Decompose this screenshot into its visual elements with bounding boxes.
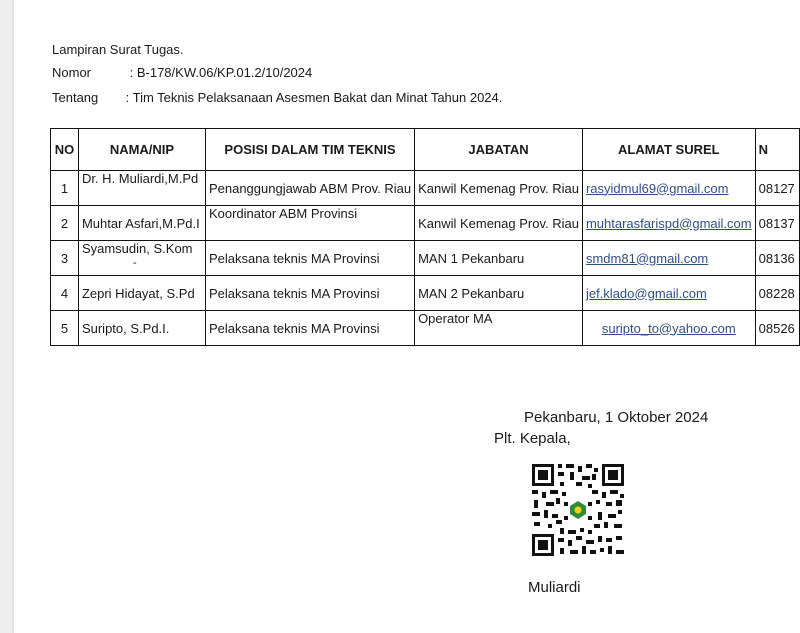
cell-jabatan: Operator MA bbox=[415, 311, 583, 346]
cell-phone: 08228 bbox=[755, 276, 799, 311]
email-link[interactable]: jef.klado@gmail.com bbox=[585, 285, 707, 301]
signatory-name: Muliardi bbox=[528, 579, 581, 596]
cell-surel[interactable] bbox=[582, 241, 755, 276]
cell-no: 3 bbox=[51, 241, 79, 276]
table-header-row bbox=[51, 129, 800, 171]
signature-place-date: Pekanbaru, 1 Oktober 2024 bbox=[524, 409, 709, 426]
cell-nama bbox=[78, 241, 205, 276]
table-row bbox=[51, 171, 800, 206]
cell-phone: 08137 bbox=[755, 206, 799, 241]
header-surel: ALAMAT SUREL bbox=[582, 129, 755, 171]
tentang-label: Tentang bbox=[52, 90, 99, 105]
nomor-label: Nomor bbox=[52, 65, 92, 80]
cell-jabatan: MAN 1 Pekanbaru bbox=[415, 241, 583, 276]
signature-position: Plt. Kepala, bbox=[494, 430, 571, 447]
cell-nama: Suripto, S.Pd.I. bbox=[78, 311, 205, 346]
tentang-line bbox=[52, 90, 502, 106]
header-no: NO bbox=[51, 129, 79, 171]
cell-no: 5 bbox=[51, 311, 79, 346]
cell-nama: Zepri Hidayat, S.Pd bbox=[78, 276, 205, 311]
header-nama: NAMA/NIP bbox=[78, 129, 205, 171]
cell-posisi: Pelaksana teknis MA Provinsi bbox=[205, 276, 414, 311]
attachment-title: Lampiran Surat Tugas. bbox=[52, 42, 184, 57]
cell-jabatan: Kanwil Kemenag Prov. Riau bbox=[415, 171, 583, 206]
email-link[interactable]: smdm81@gmail.com bbox=[585, 250, 709, 266]
nomor-value: : B-178/KW.06/KP.01.2/10/2024 bbox=[129, 65, 313, 80]
table-row bbox=[51, 206, 800, 241]
qr-code-image bbox=[530, 462, 626, 558]
cell-phone: 08526 bbox=[755, 311, 799, 346]
cell-no: 2 bbox=[51, 206, 79, 241]
header-posisi: POSISI DALAM TIM TEKNIS bbox=[205, 129, 414, 171]
cell-surel[interactable] bbox=[582, 311, 755, 346]
table-row bbox=[51, 311, 800, 346]
cell-posisi: Koordinator ABM Provinsi bbox=[205, 206, 414, 241]
cell-no: 4 bbox=[51, 276, 79, 311]
cell-posisi: Pelaksana teknis MA Provinsi bbox=[205, 241, 414, 276]
cell-jabatan: MAN 2 Pekanbaru bbox=[415, 276, 583, 311]
document-page bbox=[14, 0, 800, 633]
cell-phone: 08127 bbox=[755, 171, 799, 206]
cell-surel[interactable] bbox=[582, 171, 755, 206]
cell-nama: Muhtar Asfari,M.Pd.I bbox=[78, 206, 205, 241]
header-phone: N bbox=[755, 129, 799, 171]
nama-text: Syamsudin, S.Kom bbox=[81, 241, 193, 256]
cell-phone: 08136 bbox=[755, 241, 799, 276]
table-row bbox=[51, 276, 800, 311]
cell-posisi: Pelaksana teknis MA Provinsi bbox=[205, 311, 414, 346]
cell-posisi: Penanggungjawab ABM Prov. Riau bbox=[205, 171, 414, 206]
cell-no: 1 bbox=[51, 171, 79, 206]
email-link[interactable]: rasyidmul69@gmail.com bbox=[585, 180, 729, 196]
header-jabatan: JABATAN bbox=[415, 129, 583, 171]
table-row bbox=[51, 241, 800, 276]
cell-nama: Dr. H. Muliardi,M.Pd bbox=[78, 171, 205, 206]
cell-jabatan: Kanwil Kemenag Prov. Riau bbox=[415, 206, 583, 241]
email-link[interactable]: muhtarasfarispd@gmail.com bbox=[585, 215, 752, 231]
cell-surel[interactable] bbox=[582, 276, 755, 311]
nomor-line bbox=[52, 65, 312, 81]
cell-surel[interactable] bbox=[582, 206, 755, 241]
assignment-table bbox=[50, 128, 800, 346]
tentang-value: : Tim Teknis Pelaksanaan Asesmen Bakat dan Minat Tahun 2024. bbox=[125, 90, 503, 105]
stray-mark: - bbox=[132, 257, 137, 269]
email-link[interactable]: suripto_to@yahoo.com bbox=[601, 320, 736, 336]
